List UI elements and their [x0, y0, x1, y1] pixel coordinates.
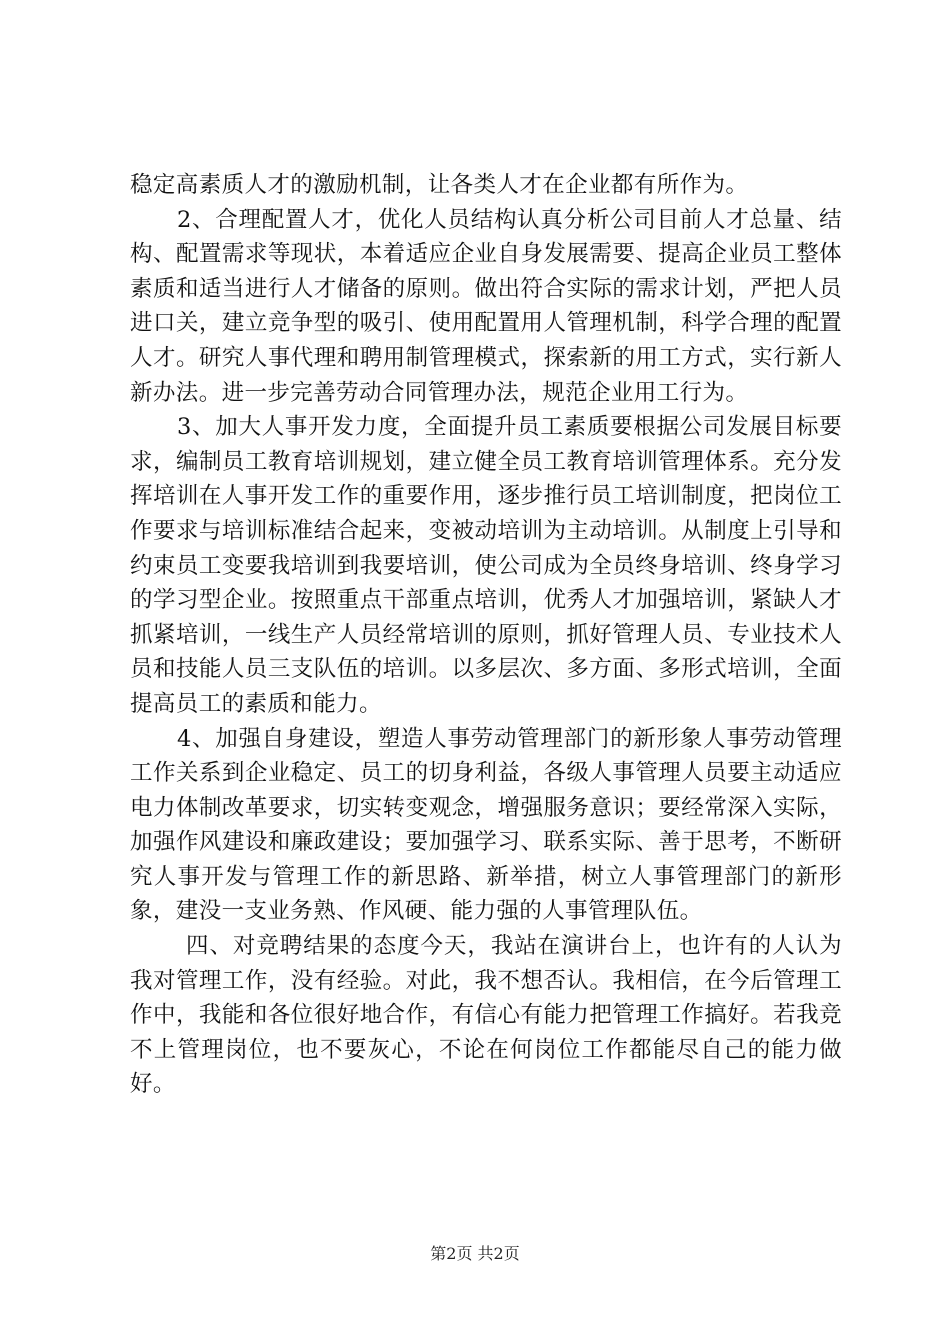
paragraph-item-3: 3、加大人事开发力度，全面提升员工素质要根据公司发展目标要求，编制员工教育培训规划，建立健全员工教育培训管理体系。充分发挥培训在人事开发工作的重要作用，逐步推行员工培训制度，把岗位工作要求与培训标准结合起来，变被动培训为主动培训。从制度上引导和约束员工变要我培训到我要培训，使公司成为全员终身培训、终身学习的学习型企业。按照重点干部重点培训，优秀人才加强培训，紧缺人才抓紧培训，一线生产人员经常培训的原则，抓好管理人员、专业技术人员和技能人员三支队伍的培训。以多层次、多方面、多形式培训，全面提高员工的素质和能力。: [130, 414, 842, 717]
paragraph-continuation: 稳定高素质人才的激励机制，让各类人才在企业都有所作为。: [130, 172, 749, 198]
paragraph-item-2: 2、合理配置人才，优化人员结构认真分析公司目前人才总量、结构、配置需求等现状，本着适应企业自身发展需要、提高企业员工整体素质和适当进行人才储备的原则。做出符合实际的需求计划，严把人员进口关，建立竞争型的吸引、使用配置用人管理机制，科学合理的配置人才。研究人事代理和聘用制管理模式，探索新的用工方式，实行新人新办法。进一步完善劳动合同管理办法，规范企业用工行为。: [130, 206, 842, 406]
page-number-label: 第2页 共2页: [430, 1244, 520, 1263]
paragraph-item-4: 4、加强自身建设，塑造人事劳动管理部门的新形象人事劳动管理工作关系到企业稳定、员工的切身利益，各级人事管理人员要主动适应电力体制改革要求，切实转变观念，增强服务意识；要经常深入实际，加强作风建设和廉政建设；要加强学习、联系实际、善于思考，不断研究人事开发与管理工作的新思路、新举措，树立人事管理部门的新形象，建没一支业务熟、作风硬、能力强的人事管理队伍。: [130, 725, 842, 925]
paragraph-section-4: 四、对竞聘结果的态度今天，我站在演讲台上，也许有的人认为我对管理工作，没有经验。对此，我不想否认。我相信，在今后管理工作中，我能和各位很好地合作，有信心有能力把管理工作搞好。若我竞不上管理岗位，也不要灰心，不论在何岗位工作都能尽自己的能力做好。: [130, 933, 842, 1098]
document-body: [130, 168, 842, 1102]
page-footer: [0, 1243, 950, 1265]
